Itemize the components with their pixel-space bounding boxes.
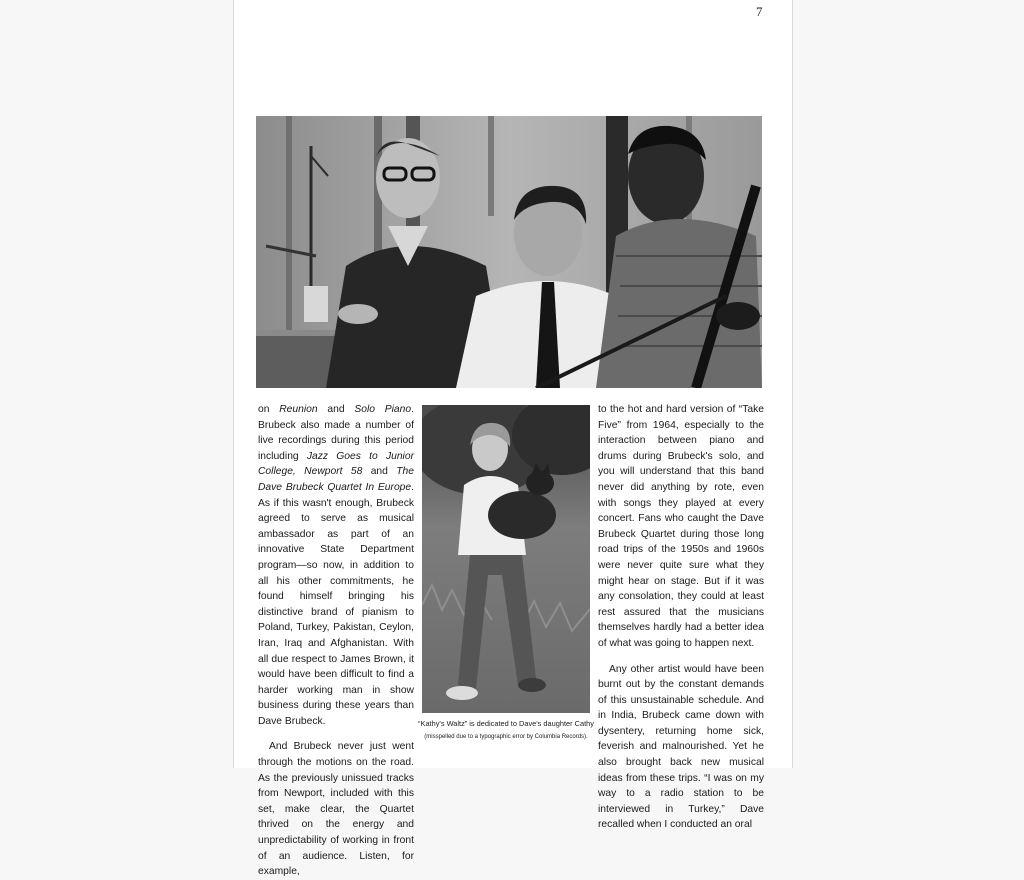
album-title: The Dave Brubeck Quartet In Europe	[258, 466, 415, 493]
top-photo	[256, 116, 762, 388]
album-title: Solo Piano	[354, 404, 412, 415]
text-run: on	[258, 404, 280, 415]
left-paragraph-2: And Brubeck never just went through the motions on the road. As the previously unissued tracks from Newport, included with this set, make clear, the Quartet thrived on the energy and unpredictability of working in front of an audience. Listen, for example,	[258, 741, 414, 878]
photo-icon	[256, 116, 762, 388]
kathy-photo	[422, 405, 590, 713]
right-text-column	[598, 402, 764, 833]
album-title: Jazz Goes to Junior College, Newport 58	[258, 450, 415, 478]
left-text-column	[258, 402, 414, 880]
album-title: Reunion	[279, 404, 318, 415]
text-run: and	[317, 404, 355, 415]
caption-line-1: “Kathy's Waltz” is dedicated to Dave's daughter Cathy	[418, 719, 594, 728]
page-number: 7	[756, 4, 763, 19]
text-run: . As if this wasn't enough, Brubeck agreed to serve as musical ambassador as part of an innovative State Department program—so now, in addition to all his other commitments, he found himself bringing his distinctive brand of pianism to Poland, Turkey, Pakistan, Ceylon, Iran, Iraq and Afghanistan. With all due respect to James Brown, it would have been difficult to find a harder working man in show business during these years than Dave Brubeck.	[258, 481, 414, 727]
caption-line-2: (misspelled due to a typographic error by Columbia Records).	[424, 734, 588, 740]
right-paragraph-2: Any other artist would have been burnt out by the constant demands of this unsustainable schedule. And in India, Brubeck came down with dysentery, returning home sick, feverish and malnourished. Yet he also brought back new musical ideas from these trips. “I was on my way to a radio station to be interviewed in Turkey,” Dave recalled when I conducted an oral	[598, 663, 764, 831]
document-page	[233, 0, 793, 878]
text-run: . Brubeck also made a number of live recordings during this period including	[258, 404, 414, 462]
photo-caption	[417, 718, 595, 742]
text-run: and	[362, 466, 397, 478]
right-paragraph-1: to the hot and hard version of “Take Five” from 1964, especially to the interaction between piano and drums during Brubeck's solo, and you will understand that this band never did anything by rote, even with songs they played at every concert. Fans who caught the Dave Brubeck Quartet during those long road trips of the 1950s and 1960s were never quite sure what they might hear on stage. But if it was any consolation, they could at least rest assured that the musicians themselves hardly had a better idea of what was going to happen next.	[598, 404, 764, 649]
photo-icon	[422, 405, 590, 713]
left-paragraph-1	[258, 402, 414, 729]
